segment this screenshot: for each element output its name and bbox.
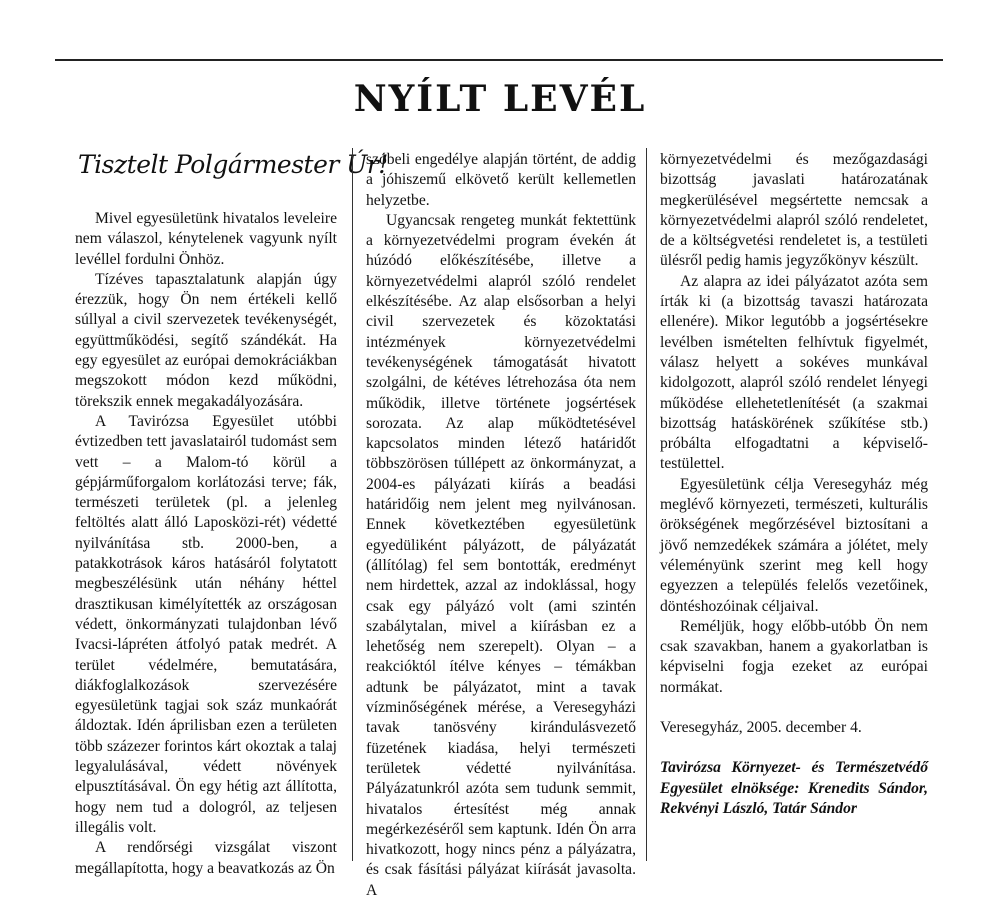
paragraph: A rendőrségi vizsgálat viszont megállapította, hogy a beavatkozás az Ön [75,839,337,877]
column-2 [366,150,636,901]
paragraph: Az alapra az idei pályázatot azóta sem írták ki (a bizottság tavaszi határozata ellenére). Mikor legutóbb a jogsértésekre levélben ismételten felhívtuk figyelmét, válasz helyett a sokéves munkával kidolgozott, alapról szóló rendelet lényegi működése ellehetetlenítését (a szakmai bizottság hatáskörének szűkítése stb.) próbálta elfogadtatni a képviselő-testülettel. [660,272,928,473]
paragraph: Reméljük, hogy előbb-utóbb Ön nem csak szavakban, hanem a gyakorlatban is képviselni fogja ezeket az európai normákat. [660,617,928,696]
paragraph: Tízéves tapasztalatunk alapján úgy érezzük, hogy Ön nem értékeli kellő súllyal a civil szervezetek tevékenységét, együttműködési, segítő szándékát. Ha egy egyesület az európai demokráciákban megszokott módon kezd működni, törekszik ennek megakadályozására. [75,270,337,410]
column-1 [75,209,337,879]
paragraph: Egyesületünk célja Veresegyház még meglévő környezeti, természeti, kulturális örökségének megőrzésével biztosítani a jövő nemzedékek számára a jólétet, mely véleményünk szerint meg kell hogy egyezzen a település felelős vezetőinek, döntéshozóinak céljaival. [660,475,928,615]
page-title: NYÍLT LEVÉL [353,78,647,120]
salutation: Tisztelt Polgármester Úr! [78,150,388,179]
column-3 [660,150,928,819]
column-divider [352,148,353,861]
top-rule [55,59,943,61]
signature: Tavirózsa Környezet- és Természetvédő Egyesület elnöksége: Krenedits Sándor, Rekvényi László, Tatár Sándor [660,759,928,817]
paragraph: Ugyancsak rengeteg munkát fektettünk a környezetvédelmi program évekén át húzódó előkészítésébe, illetve a környezetvédelmi alapról szóló rendelet elkészítésébe. Az alap elsősorban a helyi civil szervezetek és közoktatási intézmények környezetvédelmi tevékenységének támogatását hivatott szolgálni, de kétéves létrehozása óta nem működik, illetve története jogsértések sorozata. Az alap működtetésével kapcsolatos minden létező határidőt többszörösen túllépett az önkormányzat, a 2004-es pályázati kiírás a beadási határidőig nem jelent meg nyilvánosan. Ennek következtében egyesületünk egyedüliként pályázott, de pályázatát (állítólag) fel sem bontották, eredményt nem hirdettek, azzal az indoklással, hogy csak egy pályázó volt (ami szintén szabálytalan, mivel a kiírásban ez a lehetőség nem szerepelt). Olyan – a reakcióktól ítélve kényes – témákban adtunk be pályázatot, mint a tavak vízminőségének mérése, a Veresegyházi tavak tanösvény kirándulásvezető füzetének kiadása, helyi természeti területek védetté nyilvánítása. Pályázatunkról azóta sem tudunk semmit, hivatalos értesítést még annak megérkezéséről sem kaptunk. Idén Ön arra hivatkozott, hogy nincs pénz a pályázatra, és csak fásítási pályázat kiírását javasolta. A [366,211,636,899]
column-divider [646,148,647,861]
paragraph: környezetvédelmi és mezőgazdasági bizottság javaslati határozatának megkerülésével megsértette nemcsak a környezetvédelmi alapról szóló rendeletet, de a költségvetési rendeletet is, a testületi ülésről pedig hamis jegyzőkönyv készült. [660,151,928,270]
paragraph: szóbeli engedélye alapján történt, de addig a jóhiszemű elkövető került kellemetlen helyzetbe. [366,151,636,209]
letter-date: Veresegyház, 2005. december 4. [660,719,862,737]
paragraph: A Tavirózsa Egyesület utóbbi évtizedben tett javaslatairól tudomást sem vett – a Malom-tó körül a gépjárműforgalom korlátozási terve; fák, természeti területek (pl. a jelenleg feltöltés alatt álló Laposközi-rét) védetté nyilvánítása stb. 2000-ben, a patakkotrások káros hatásáról folytatott megbeszélésünk után néhány héttel drasztikusan kimélyítették az országosan védett, önkormányzati tulajdonban lévő Ivacsi-lápréten átfolyó patak medrét. A terület védelmére, bemutatására, diákfoglalkozások szervezésére egyesületünk tagjai sok száz munkaórát áldoztak. Idén áprilisban ezen a területen több százezer forintos kárt okoztak a talaj legyalulásával, védett növények elpusztításával. Ön egy hétig azt állította, hogy nem tud a dologról, az teljesen illegális volt. [75,412,337,836]
paragraph: Mivel egyesületünk hivatalos leveleire nem válaszol, kénytelenek vagyunk nyílt levéllel fordulni Önhöz. [75,210,337,268]
